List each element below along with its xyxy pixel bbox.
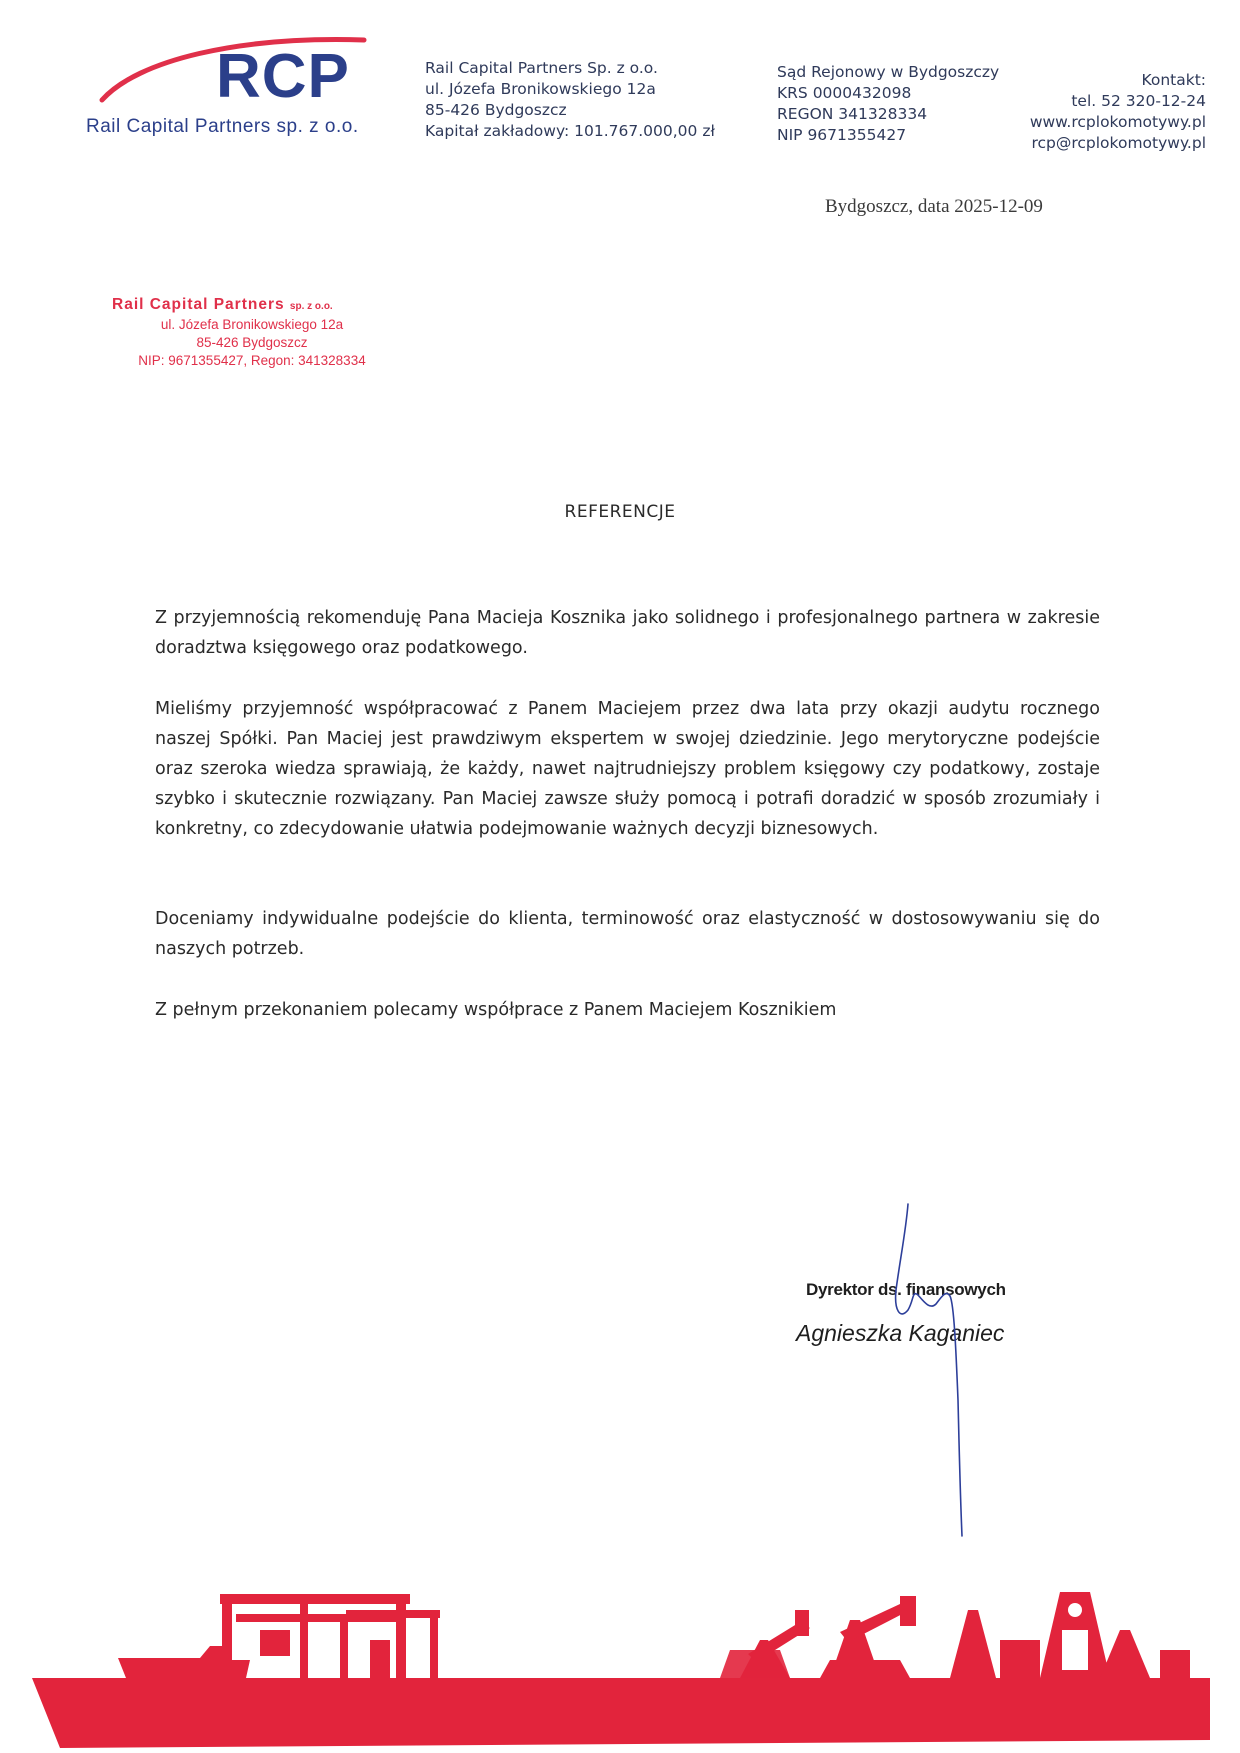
header-line: Kontakt: [1141,71,1206,89]
logo-mark: RCP [216,42,350,111]
header-line: rcp@rcplokomotywy.pl [1031,134,1206,152]
stamp-line: ul. Józefa Bronikowskiego 12a [160,317,344,332]
signatory-role: Dyrektor ds. finansowych [806,1280,1006,1299]
header-line: Sąd Rejonowy w Bydgoszczy [777,63,1000,81]
letter-paragraph: Z pełnym przekonaniem polecamy współprace z Panem Maciejem Kosznikiem [155,1000,837,1020]
header-line: ul. Józefa Bronikowskiego 12a [425,80,656,98]
logo-company-name: Rail Capital Partners sp. z o.o. [86,116,359,137]
date-line: Bydgoszcz, data 2025-12-09 [825,196,1043,217]
letter-paragraph: Doceniamy indywidualne podejście do klienta, terminowość oraz elastyczność w dostosowywaniu się do naszych potrzeb. [155,909,1100,959]
header-line: Rail Capital Partners Sp. z o.o. [425,59,658,77]
stamp-line: 85-426 Bydgoszcz [196,335,308,350]
footer-industrial-silhouette-icon [0,1570,1240,1753]
header-contact-block [1030,70,1206,154]
letter-title: REFERENCJE [564,502,676,522]
header-line: 85-426 Bydgoszcz [425,101,567,119]
letter-paragraph: Mieliśmy przyjemność współpracować z Panem Maciejem przez dwa lata przy okazji audytu rocznego naszej Spółki. Pan Maciej jest prawdziwym ekspertem w swojej dziedzinie. Jego merytoryczne podejście oraz szeroka wiedza sprawiają, że każdy, nawet najtrudniejszy problem księgowy czy podatkowy, zostaje szybko i skutecznie rozwiązany. Pan Maciej zawsze służy pomocą i potrafi doradzić w sposób zrozumiały i konkretny, co zdecydowanie ułatwia podejmowanie ważnych decyzji biznesowych. [155,699,1100,839]
header-line: www.rcplokomotywy.pl [1029,113,1206,131]
header-line: tel. 52 320-12-24 [1071,92,1206,110]
stamp-line: NIP: 9671355427, Regon: 341328334 [138,353,366,368]
header-line: KRS 0000432098 [777,84,912,102]
company-stamp [112,296,392,370]
header-line: NIP 9671355427 [777,126,907,144]
header-address-block [425,58,715,142]
header-line: REGON 341328334 [777,105,928,123]
header-line: Kapitał zakładowy: 101.767.000,00 zł [425,122,715,140]
handwritten-signature-icon [860,1200,1000,1540]
header-registry-block [777,62,999,146]
letter-paragraph: Z przyjemnością rekomenduję Pana Macieja Kosznika jako solidnego i profesjonalnego partnera w zakresie doradztwa księgowego oraz podatkowego. [155,608,1100,658]
signatory-name: Agnieszka Kaganiec [796,1320,1005,1346]
stamp-title: Rail Capital Partners sp. z o.o. [112,296,333,313]
